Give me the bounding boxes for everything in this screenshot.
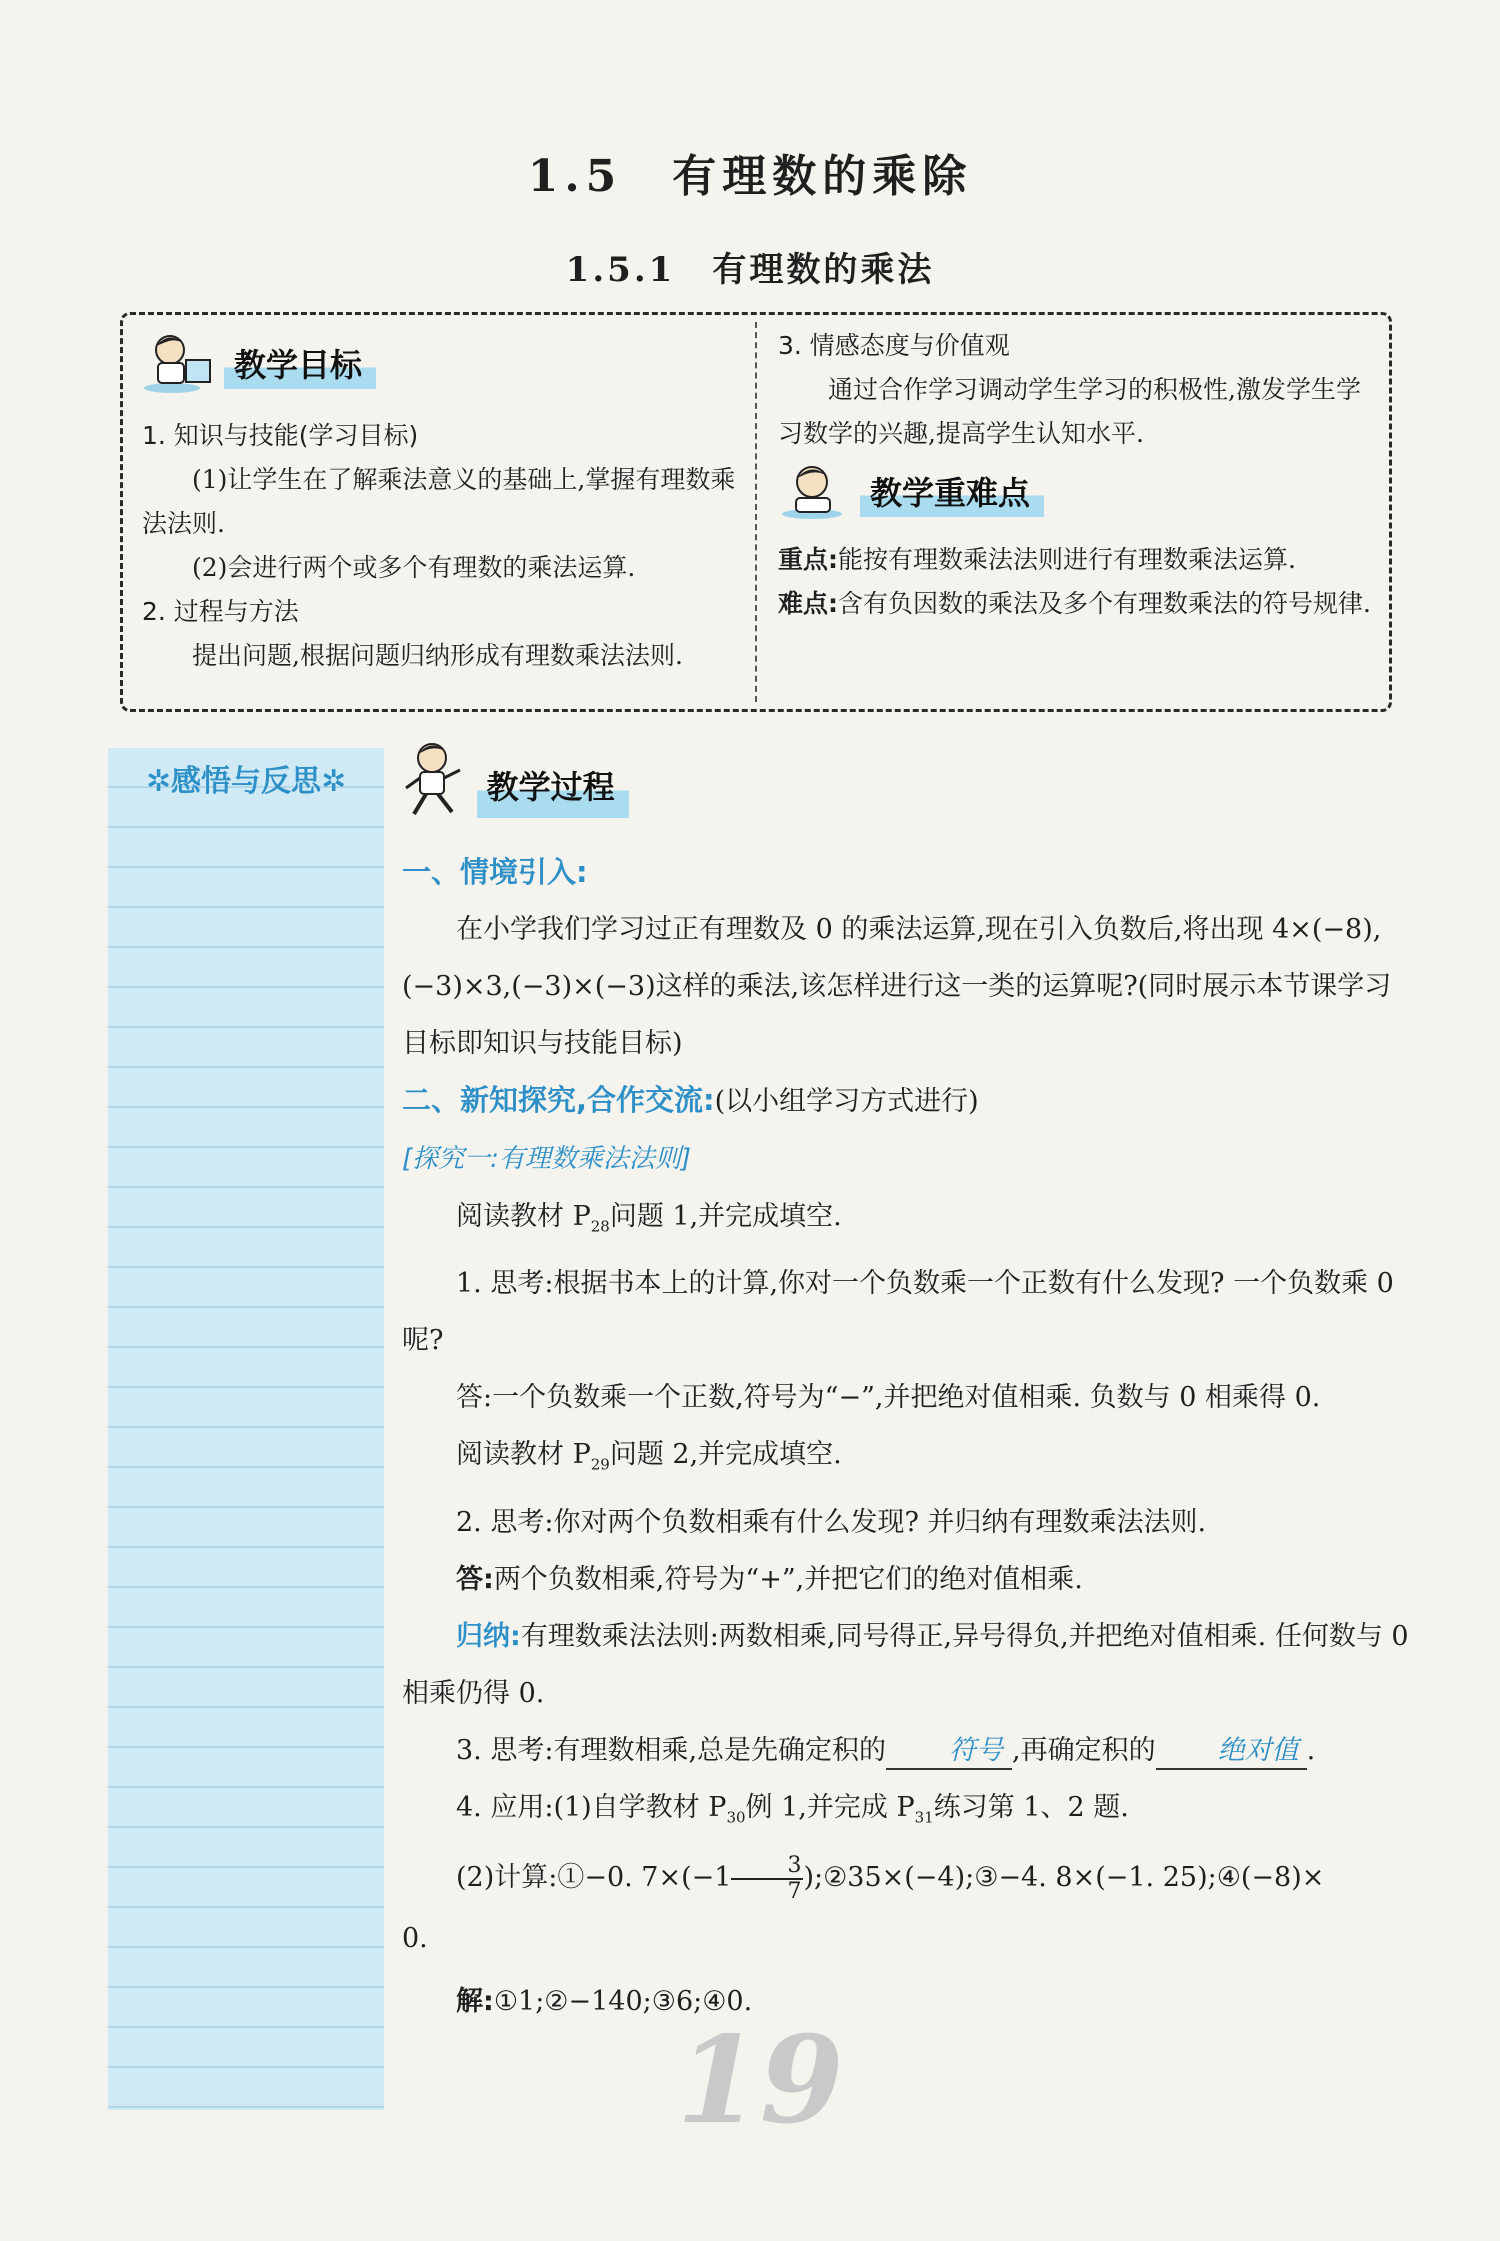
key-points-heading: 教学重难点 <box>860 469 1044 517</box>
section-title: 1.5.1 有理数的乘法 <box>565 250 935 290</box>
section-1-text: 在小学我们学习过正有理数及 0 的乘法运算,现在引入负数后,将出现 4×(−8),(−3)×3,(−3)×(−3)这样的乘法,该怎样进行这一类的运算呢?(同时展示本节课学习目标即知识与技能目标) <box>402 914 1392 1059</box>
reflection-sidebar <box>108 748 384 2110</box>
answer-2: 答:两个负数相乘,符号为“+”,并把它们的绝对值相乘. <box>456 1563 1083 1595</box>
summary-label: 归纳: <box>456 1620 521 1652</box>
objectives-divider <box>755 322 757 702</box>
key-point-text: 能按有理数乘法法则进行有理数乘法运算. <box>838 545 1296 574</box>
question-2: 2. 思考:你对两个负数相乘有什么发现? 并归纳有理数乘法法则. <box>456 1506 1207 1538</box>
calculation-task-cont: 0. <box>402 1923 428 1955</box>
teaching-process <box>402 740 1412 2030</box>
page-number: 19 <box>676 2010 844 2151</box>
answer-blank-sign[interactable]: 符号 <box>886 1734 1012 1770</box>
question-1: 1. 思考:根据书本上的计算,你对一个负数乘一个正数有什么发现? 一个负数乘 0 呢? <box>402 1268 1394 1357</box>
summary <box>402 1608 1412 1722</box>
key-point-label: 重点: <box>778 545 838 574</box>
key-point <box>778 538 1374 582</box>
fraction: $\frac{3}{7}$ <box>731 1854 803 1904</box>
read-task-1: 阅读教材 $P_{28}$问题 1,并完成填空. <box>456 1201 842 1236</box>
page-title: 1.5 有理数的乘除 <box>527 151 973 202</box>
answer-1: 答:一个负数乘一个正数,符号为“−”,并把绝对值相乘. 负数与 0 相乘得 0. <box>456 1382 1321 1414</box>
objective-3-text: 通过合作学习调动学生学习的积极性,激发学生学习数学的兴趣,提高学生认知水平. <box>778 375 1361 448</box>
objective-2-title: 2. 过程与方法 <box>142 597 299 626</box>
section-1-title: 一、情境引入: <box>402 855 588 889</box>
read-task-2: 阅读教材 $P_{29}$问题 2,并完成填空. <box>456 1439 842 1474</box>
difficulty-text: 含有负因数的乘法及多个有理数乘法的符号规律. <box>838 589 1371 618</box>
answer-blank-absolute-value[interactable]: 绝对值 <box>1156 1734 1307 1770</box>
solution <box>402 1973 1412 2030</box>
calculation-task: (2)计算:①−0. 7×(−1 $\frac{3}{7}$ );②35×(−4);③−4. 8×(−1. 25);④(−8)× <box>456 1852 1325 1904</box>
difficulty <box>778 582 1374 626</box>
objective-2-text: 提出问题,根据问题归纳形成有理数乘法法则. <box>192 641 683 670</box>
difficulty-label: 难点: <box>778 589 838 618</box>
objective-1-title: 1. 知识与技能(学习目标) <box>142 421 419 450</box>
objectives-left-column <box>142 330 742 678</box>
question-3: 3. 思考:有理数相乘,总是先确定积的 符号 ,再确定积的 绝对值 . <box>402 1722 1412 1779</box>
summary-text: 有理数乘法法则:两数相乘,同号得正,异号得负,并把绝对值相乘. 任何数与 0 相乘仍得 0. <box>402 1620 1409 1709</box>
section-2-note: (以小组学习方式进行) <box>714 1086 979 1117</box>
process-heading: 教学过程 <box>477 757 629 818</box>
question-4: 4. 应用:(1)自学教材 $P_{30}$例 1,并完成 $P_{31}$练习第 1、2 题. <box>456 1791 1129 1827</box>
objective-3-title: 3. 情感态度与价值观 <box>778 331 1010 360</box>
objective-1-text-2: (2)会进行两个或多个有理数的乘法运算. <box>192 553 636 582</box>
objective-1-text-1: (1)让学生在了解乘法意义的基础上,掌握有理数乘法法则. <box>142 465 736 538</box>
solution-text: ①1;②−140;③6;④0. <box>493 1986 753 2018</box>
student-reading-figure <box>142 330 216 408</box>
objectives-right-column <box>778 324 1374 626</box>
section-2-title: 二、新知探究,合作交流: <box>402 1083 715 1117</box>
reflection-sidebar-title: ✲感悟与反思✲ <box>145 764 347 799</box>
objectives-heading: 教学目标 <box>224 341 376 389</box>
student-thinking-figure <box>778 460 852 534</box>
solution-label: 解: <box>456 1986 494 2018</box>
explore-1-title: [探究一:有理数乘法法则] <box>402 1144 692 1174</box>
student-running-figure <box>402 740 468 840</box>
